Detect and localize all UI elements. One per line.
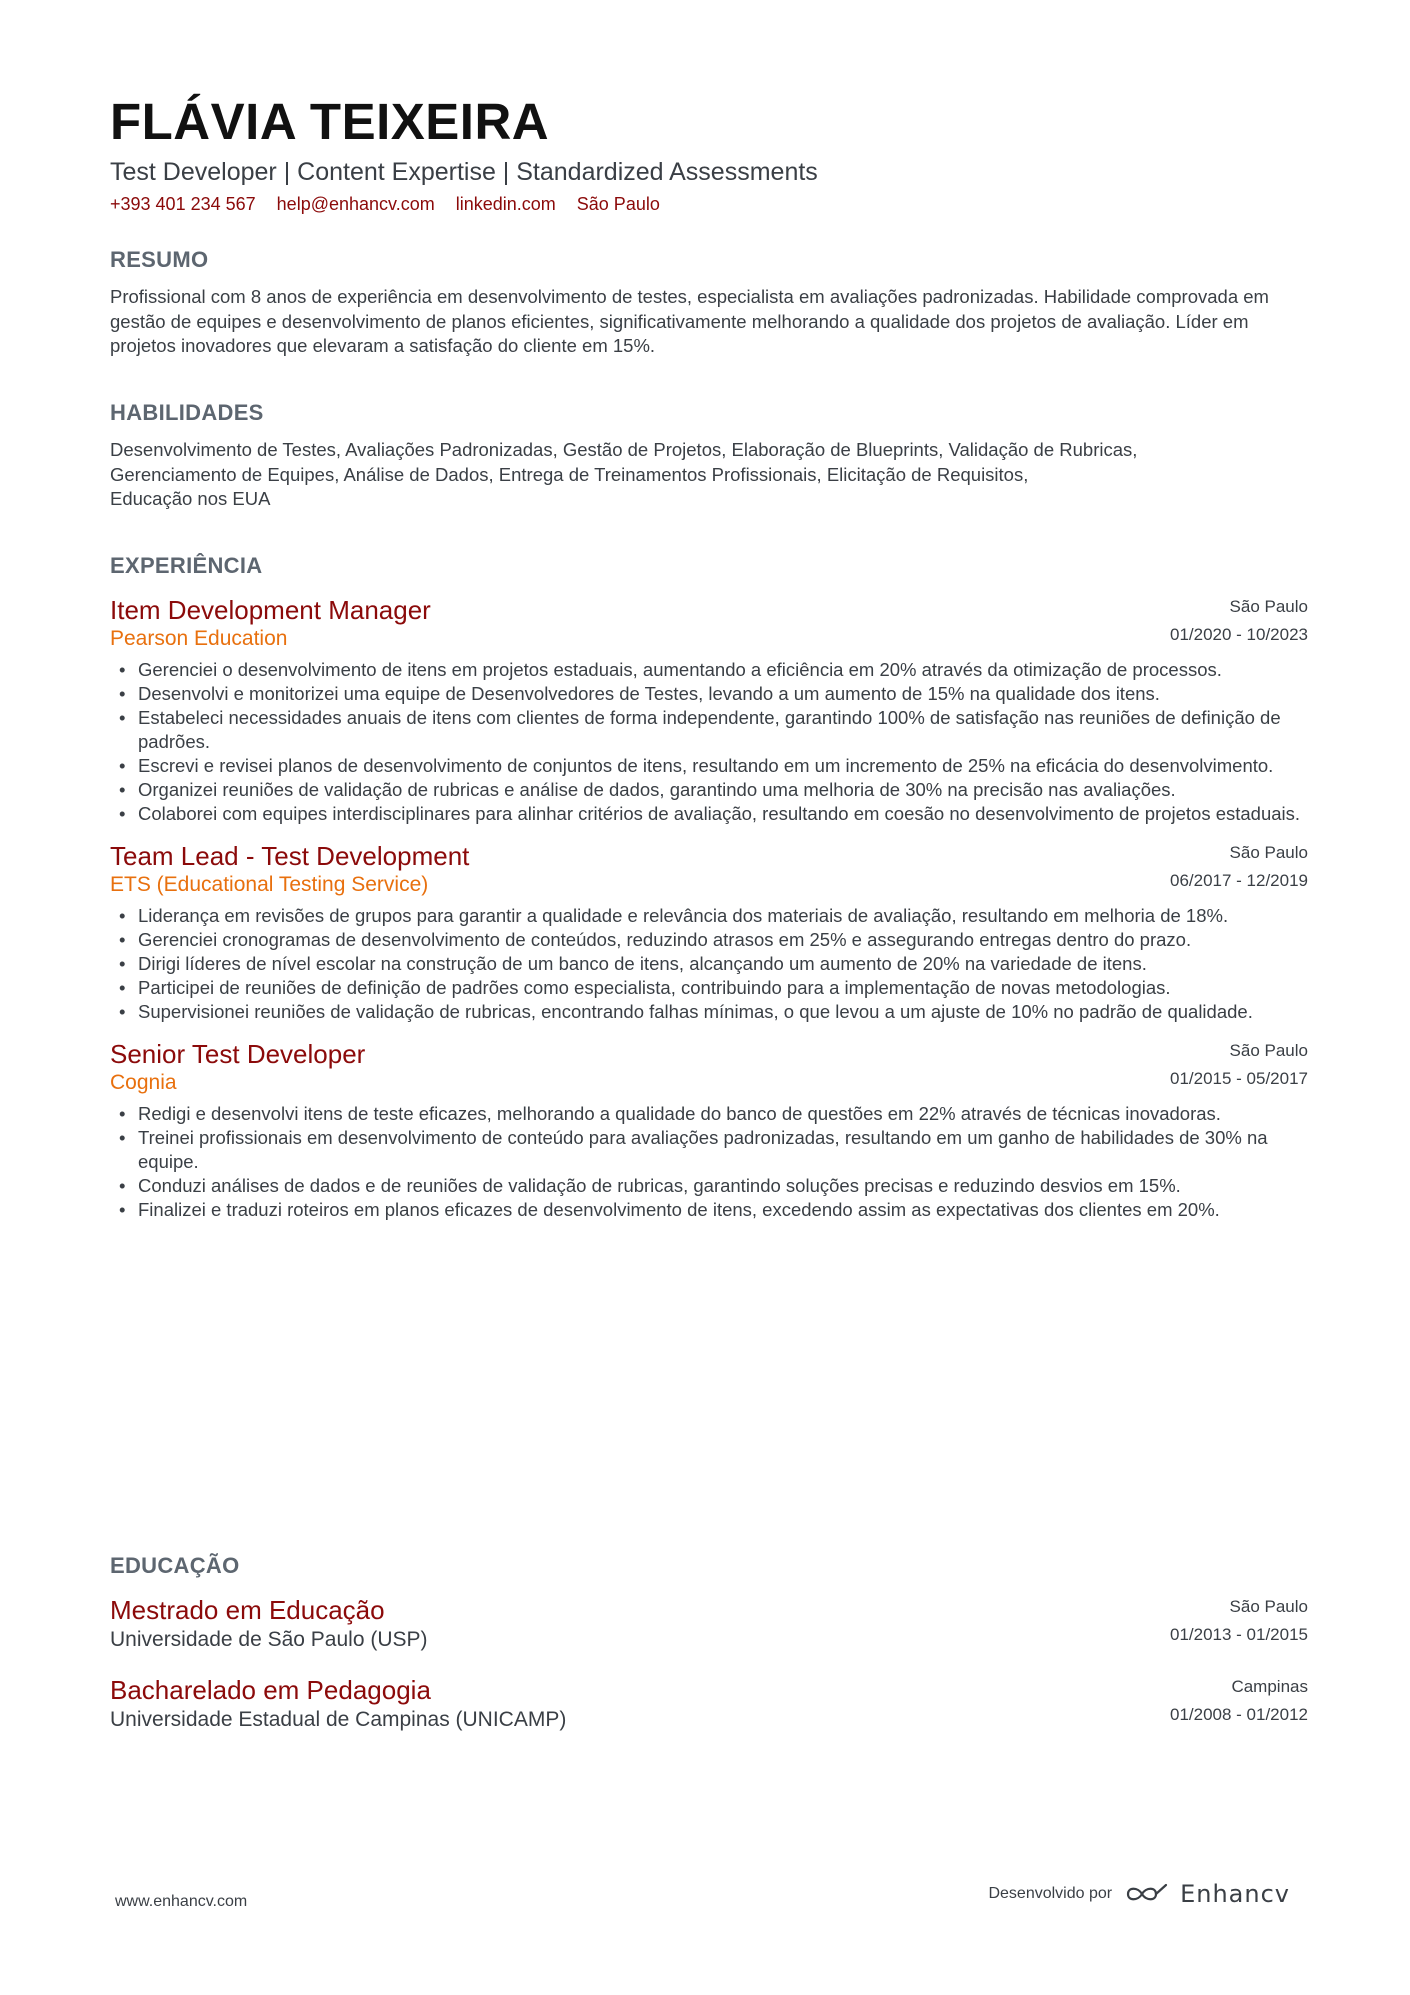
job-title: Senior Test Developer	[110, 1039, 366, 1069]
job-title: Item Development Manager	[110, 595, 431, 625]
job-bullet: • Organizei reuniões de validação de rubricas e análise de dados, garantindo uma melhoria de 30% na precisão nas avaliações.	[110, 778, 1308, 802]
education-meta	[1170, 1674, 1308, 1730]
resume-page	[110, 92, 1308, 1731]
education-meta	[1170, 1594, 1308, 1650]
education-location: Campinas	[1231, 1677, 1308, 1696]
job-company: Cognia	[110, 1071, 177, 1094]
job-bullet: • Gerenciei cronogramas de desenvolvimento de conteúdos, reduzindo atrasos em 25% e assegurando entregas dentro do prazo.	[110, 928, 1308, 952]
job-meta	[1170, 840, 1308, 896]
job-bullet: • Gerenciei o desenvolvimento de itens em projetos estaduais, aumentando a eficiência em 20% através da otimização de processos.	[110, 658, 1308, 682]
job-bullet: • Participei de reuniões de definição de padrões como especialista, contribuindo para a implementação de novas metodologias.	[110, 976, 1308, 1000]
education-section	[110, 1552, 1308, 1734]
candidate-name: FLÁVIA TEIXEIRA	[110, 93, 550, 150]
job-bullet: • Conduzi análises de dados e de reuniões de validação de rubricas, garantindo soluções precisas e reduzindo desvios em 15%.	[110, 1174, 1308, 1198]
contact-linkedin[interactable]: linkedin.com	[455, 194, 556, 214]
education-location: São Paulo	[1229, 1597, 1308, 1616]
education-entry	[110, 1674, 1308, 1734]
education-school: Universidade Estadual de Campinas (UNICAMP)	[110, 1708, 567, 1731]
job-company: Pearson Education	[110, 627, 288, 650]
job-company: ETS (Educational Testing Service)	[110, 873, 429, 896]
footer-website[interactable]: www.enhancv.com	[115, 1893, 248, 1910]
section-title-experience: EXPERIÊNCIA	[110, 553, 263, 578]
job-entry	[110, 840, 1308, 1024]
job-location: São Paulo	[1229, 1041, 1308, 1060]
skill-item: Desenvolvimento de Testes,	[110, 439, 342, 460]
skills-list	[110, 438, 1308, 512]
education-degree: Bacharelado em Pedagogia	[110, 1675, 431, 1705]
job-dates: 01/2020 - 10/2023	[1169, 625, 1308, 644]
job-entry	[110, 594, 1308, 826]
job-bullets	[110, 1102, 1308, 1222]
job-dates: 06/2017 - 12/2019	[1169, 871, 1308, 890]
job-bullet: • Treinei profissionais em desenvolvimento de conteúdo para avaliações padronizadas, resultando em um ganho de habilidades de 30% na equipe.	[110, 1126, 1308, 1174]
job-location: São Paulo	[1229, 597, 1308, 616]
skill-item: Gerenciamento de Equipes,	[110, 463, 340, 485]
summary-text: Profissional com 8 anos de experiência em desenvolvimento de testes, especialista em avaliações padronizadas. Habilidade comprovada em gestão de equipes e desenvolvimento de planos eficientes, significativamente melhorando a qualidade dos projetos de avaliação. Líder em projetos inovadores que elevaram a satisfação do cliente em 15%.	[110, 286, 1269, 356]
job-meta	[1170, 1038, 1308, 1094]
section-title-skills: HABILIDADES	[110, 400, 264, 425]
education-entry	[110, 1594, 1308, 1654]
job-bullet: • Estabeleci necessidades anuais de itens com clientes de forma independente, garantindo 100% de satisfação nas reuniões de definição de padrões.	[110, 706, 1308, 754]
skill-item: Elaboração de Blueprints,	[731, 439, 944, 460]
education-degree: Mestrado em Educação	[110, 1595, 385, 1625]
job-bullet: • Supervisionei reuniões de validação de rubricas, encontrando falhas mínimas, o que levou a um ajuste de 10% no padrão de qualidade.	[110, 1000, 1308, 1024]
summary-section	[110, 246, 1308, 359]
headline: Test Developer | Content Expertise | Standardized Assessments	[110, 158, 818, 186]
job-bullet: • Liderança em revisões de grupos para garantir a qualidade e relevância dos materiais de avaliação, resultando em melhoria de 18%.	[110, 904, 1308, 928]
section-title-summary: RESUMO	[110, 247, 209, 272]
skill-item: Gestão de Projetos,	[562, 439, 727, 460]
footer-branding	[988, 1880, 1290, 1908]
enhancv-logo-icon	[1124, 1881, 1170, 1907]
job-bullet: • Dirigi líderes de nível escolar na construção de um banco de itens, alcançando um aumento de 20% na variedade de itens.	[110, 952, 1308, 976]
job-entry	[110, 1038, 1308, 1222]
contact-info	[110, 192, 1308, 216]
skill-item: Validação de Rubricas,	[948, 439, 1138, 460]
job-bullet: • Redigi e desenvolvi itens de teste eficazes, melhorando a qualidade do banco de questões em 22% através de técnicas inovadoras.	[110, 1102, 1308, 1126]
skill-item: Entrega de Treinamentos Profissionais,	[498, 463, 822, 485]
experience-section	[110, 552, 1308, 1222]
skill-item: Análise de Dados,	[343, 463, 494, 485]
job-bullet: • Finalizei e traduzi roteiros em planos eficazes de desenvolvimento de itens, excedendo assim as expectativas dos clientes em 20%.	[110, 1198, 1308, 1222]
job-bullet: • Escrevi e revisei planos de desenvolvimento de conjuntos de itens, resultando em um incremento de 25% na eficácia do desenvolvimento.	[110, 754, 1308, 778]
skills-section	[110, 399, 1308, 512]
job-bullets	[110, 904, 1308, 1024]
footer-brand: Enhancv	[1180, 1880, 1290, 1908]
job-title: Team Lead - Test Development	[110, 841, 470, 871]
skill-item: Elicitação de Requisitos,	[826, 463, 1029, 485]
education-school: Universidade de São Paulo (USP)	[110, 1628, 428, 1651]
skill-item: Avaliações Padronizadas,	[345, 439, 558, 460]
education-dates: 01/2013 - 01/2015	[1169, 1625, 1308, 1644]
job-location: São Paulo	[1229, 843, 1308, 862]
section-title-education: EDUCAÇÃO	[110, 1553, 240, 1578]
job-bullet: • Colaborei com equipes interdisciplinares para alinhar critérios de avaliação, resultando em coesão no desenvolvimento de projetos estaduais.	[110, 802, 1308, 826]
job-meta	[1170, 594, 1308, 650]
job-dates: 01/2015 - 05/2017	[1169, 1069, 1308, 1088]
job-bullet: • Desenvolvi e monitorizei uma equipe de Desenvolvedores de Testes, levando a um aumento de 15% na qualidade dos itens.	[110, 682, 1308, 706]
contact-email[interactable]: help@enhancv.com	[276, 194, 435, 214]
skill-item: Educação nos EUA	[110, 488, 271, 509]
education-dates: 01/2008 - 01/2012	[1169, 1705, 1308, 1724]
job-bullets	[110, 658, 1308, 826]
contact-phone[interactable]: +393 401 234 567	[110, 194, 256, 214]
contact-location: São Paulo	[576, 194, 660, 214]
footer-powered-by: Desenvolvido por	[988, 1885, 1113, 1902]
